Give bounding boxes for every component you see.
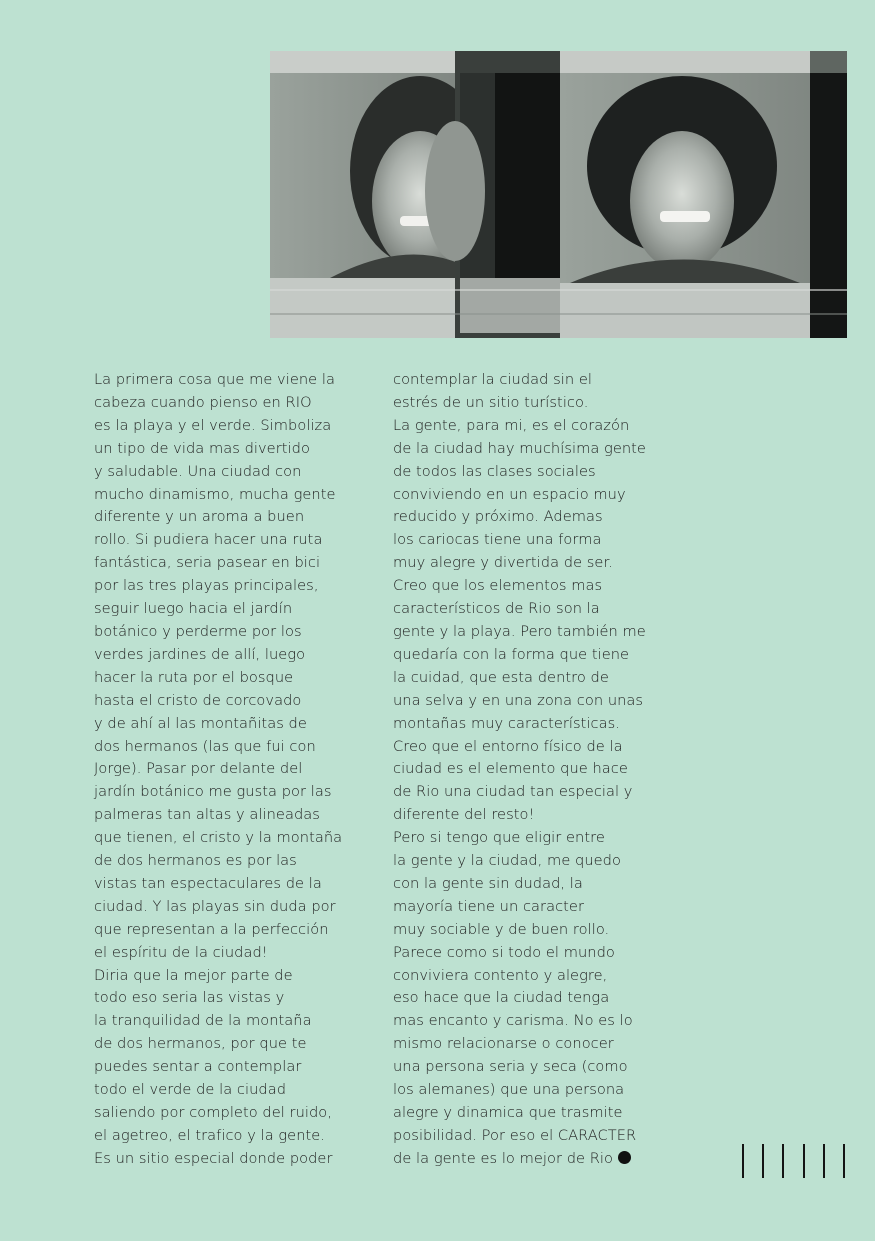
text-line: jardín botánico me gusta por las [94,783,332,801]
text-line: conviviendo en un espacio muy [393,485,626,503]
text-line: y de ahí al las montañitas de [94,714,307,732]
text-line: gente y la playa. Pero también me [393,622,646,640]
text-line: con la gente sin dudad, la [393,874,583,892]
text-line: que tienen, el cristo y la montaña [94,829,343,847]
text-line: de Rio una ciudad tan especial y [393,783,633,801]
text-line: una persona seria y seca (como [393,1058,628,1076]
text-line: contemplar la ciudad sin el [393,371,593,388]
text-line: dos hermanos (las que fui con [94,737,316,755]
text-line: Es un sitio especial donde poder [94,1149,333,1167]
text-line: puedes sentar a contemplar [94,1058,302,1076]
text-line: Diria que la mejor parte de [94,966,293,984]
text-line: la tranquilidad de la montaña [94,1012,312,1030]
text-line: una selva y en una zona con unas [393,691,644,709]
vertical-bars-icon [742,1144,846,1178]
text-line: ciudad es el elemento que hace [393,760,628,778]
text-line: Creo que los elementos mas [393,577,603,595]
article-left-column [94,369,374,1171]
text-line: todo eso seria las vistas y [94,989,285,1007]
text-line: saliendo por completo del ruido, [94,1104,332,1121]
text-line: y saludable. Una ciudad con [94,462,302,480]
text-line: Pero si tengo que eligir entre [393,829,605,847]
text-line: mayoría tiene un caracter [393,897,585,915]
text-line: palmeras tan altas y alineadas [94,806,320,824]
vertical-bar [742,1144,744,1178]
text-line: es la playa y el verde. Simboliza [94,416,332,434]
text-line: de dos hermanos, por que te [94,1035,307,1053]
text-line: hasta el cristo de corcovado [94,691,302,709]
text-line: verdes jardines de allí, luego [94,645,306,663]
text-line: Parece como si todo el mundo [393,943,615,961]
text-line: La gente, para mi, es el corazón [393,416,630,434]
text-line: muy sociable y de buen rollo. [393,920,610,938]
text-line: mas encanto y carisma. No es lo [393,1012,633,1030]
text-line: de la gente es lo mejor de Rio [393,1148,663,1171]
end-bullet-icon [618,1151,631,1164]
vertical-bar [762,1144,764,1178]
text-line: estrés de un sitio turístico. [393,393,589,411]
text-line: la cuidad, que esta dentro de [393,668,609,686]
text-line: los alemanes) que una persona [393,1081,625,1099]
text-line: Jorge). Pasar por delante del [94,760,303,778]
text-line: de dos hermanos es por las [94,852,297,870]
text-line: un tipo de vida mas divertido [94,439,310,457]
text-line: La primera cosa que me viene la [94,371,335,388]
article-right-column [393,369,663,1171]
text-line: característicos de Rio son la [393,600,600,618]
text-line: los cariocas tiene una forma [393,531,602,549]
text-line: la gente y la ciudad, me quedo [393,852,621,870]
text-line: mismo relacionarse o conocer [393,1035,614,1053]
text-line: hacer la ruta por el bosque [94,668,294,686]
text-line: diferente y un aroma a buen [94,508,305,526]
text-line: ciudad. Y las playas sin duda por [94,897,336,915]
text-line: diferente del resto! [393,806,535,824]
text-line: posibilidad. Por eso el CARACTER [393,1126,637,1144]
text-line: de la ciudad hay muchísima gente [393,439,646,457]
text-line: mucho dinamismo, mucha gente [94,485,336,503]
text-line: de todos las clases sociales [393,462,596,480]
text-line: por las tres playas principales, [94,577,319,595]
vertical-bar [782,1144,784,1178]
glitched-portrait-photo [270,51,847,338]
text-line: que representan a la perfección [94,920,329,938]
text-line: alegre y dinamica que trasmite [393,1104,623,1121]
vertical-bar [803,1144,805,1178]
text-line: Creo que el entorno físico de la [393,737,623,755]
text-line: eso hace que la ciudad tenga [393,989,610,1007]
text-line: el espíritu de la ciudad! [94,943,268,961]
text-line: todo el verde de la ciudad [94,1081,287,1099]
vertical-bar [843,1144,845,1178]
vertical-bar [823,1144,825,1178]
text-line: vistas tan espectaculares de la [94,874,322,892]
text-line: cabeza cuando pienso en RIO [94,393,312,411]
text-line: seguir luego hacia el jardín [94,600,293,618]
text-line: el agetreo, el trafico y la gente. [94,1126,325,1144]
text-line: reducido y próximo. Ademas [393,508,603,526]
text-line: fantástica, seria pasear en bici [94,554,321,572]
text-line: botánico y perderme por los [94,622,302,640]
text-line: rollo. Si pudiera hacer una ruta [94,531,323,549]
text-line: quedaría con la forma que tiene [393,645,630,663]
text-line: montañas muy características. [393,714,620,732]
text-line: muy alegre y divertida de ser. [393,554,613,572]
text-line: conviviera contento y alegre, [393,966,608,984]
